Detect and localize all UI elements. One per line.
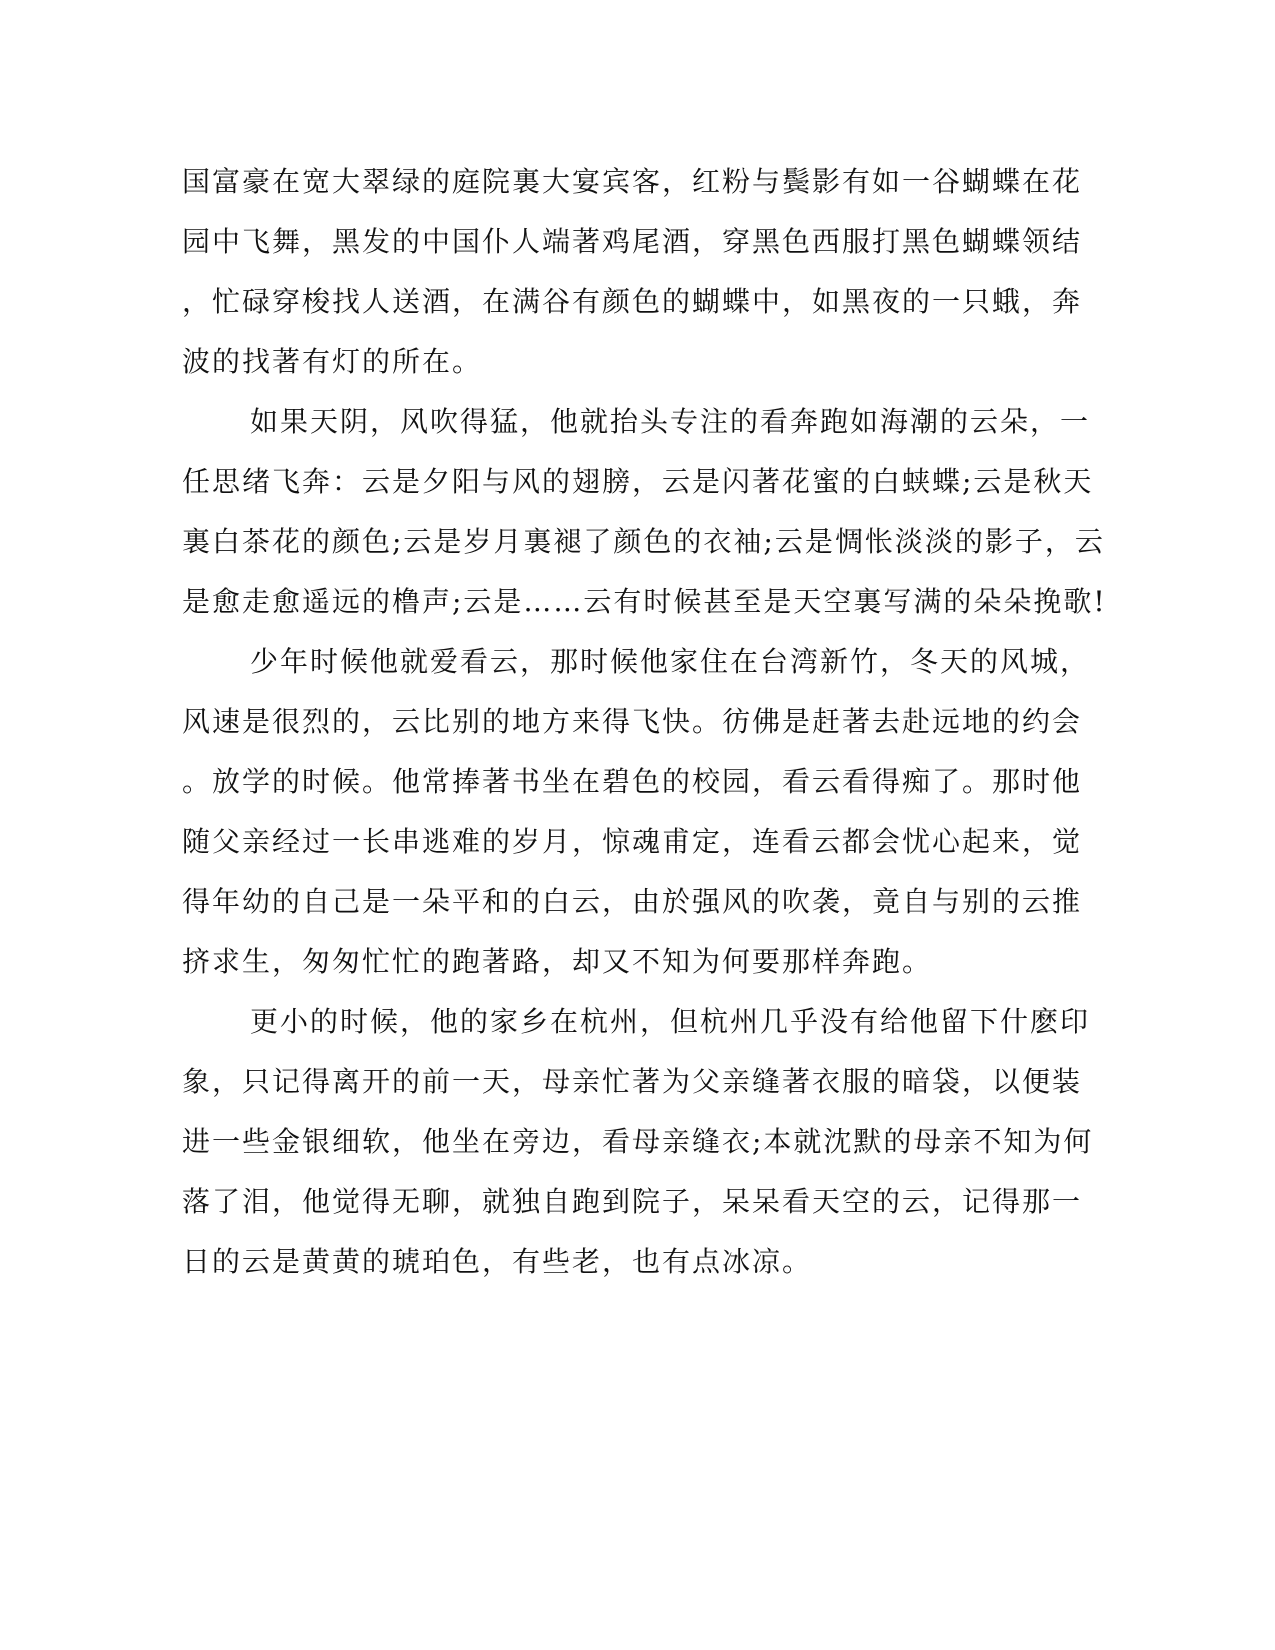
text-line: 国富豪在宽大翠绿的庭院裏大宴宾客，红粉与鬓影有如一谷蝴蝶在花	[182, 165, 1083, 198]
paragraph-3	[182, 638, 1091, 998]
paragraph-1	[182, 158, 1083, 398]
text-line: 进一些金银细软，他坐在旁边，看母亲缝衣;本就沈默的母亲不知为何	[182, 1125, 1094, 1158]
text-line: 更小的时候，他的家乡在杭州，但杭州几乎没有给他留下什麽印	[250, 1005, 1091, 1038]
text-line: 波的找著有灯的所在。	[182, 345, 483, 378]
text-line: 挤求生，匆匆忙忙的跑著路，却又不知为何要那样奔跑。	[182, 945, 933, 978]
text-line: 得年幼的自己是一朵平和的白云，由於强风的吹袭，竟自与别的云推	[182, 885, 1083, 918]
text-line: 任思绪飞奔：云是夕阳与风的翅膀，云是闪著花蜜的白蛱蝶;云是秋天	[182, 465, 1094, 498]
text-line: 风速是很烈的，云比别的地方来得飞快。彷佛是赶著去赴远地的约会	[182, 705, 1083, 738]
article-body	[182, 158, 1107, 1298]
text-line: 少年时候他就爱看云，那时候他家住在台湾新竹，冬天的风城，	[250, 645, 1091, 678]
text-line: 象，只记得离开的前一天，母亲忙著为父亲缝著衣服的暗袋，以便装	[182, 1065, 1083, 1098]
text-line: ，忙碌穿梭找人送酒，在满谷有颜色的蝴蝶中，如黑夜的一只蛾，奔	[182, 285, 1083, 318]
text-line: 。放学的时候。他常捧著书坐在碧色的校园，看云看得痴了。那时他	[182, 765, 1083, 798]
text-line: 随父亲经过一长串逃难的岁月，惊魂甫定，连看云都会忧心起来，觉	[182, 825, 1083, 858]
text-line: 是愈走愈遥远的橹声;云是……云有时候甚至是天空裏写满的朵朵挽歌!	[182, 585, 1107, 618]
paragraph-2	[182, 398, 1107, 638]
text-line: 日的云是黄黄的琥珀色，有些老，也有点冰凉。	[182, 1245, 813, 1278]
text-line: 裏白茶花的颜色;云是岁月裏褪了颜色的衣袖;云是惆怅淡淡的影子，云	[182, 525, 1105, 558]
text-line: 如果天阴，风吹得猛，他就抬头专注的看奔跑如海潮的云朵，一	[250, 405, 1091, 438]
text-line: 落了泪，他觉得无聊，就独自跑到院子，呆呆看天空的云，记得那一	[182, 1185, 1083, 1218]
text-line: 园中飞舞，黑发的中国仆人端著鸡尾酒，穿黑色西服打黑色蝴蝶领结	[182, 225, 1083, 258]
paragraph-4	[182, 998, 1094, 1298]
